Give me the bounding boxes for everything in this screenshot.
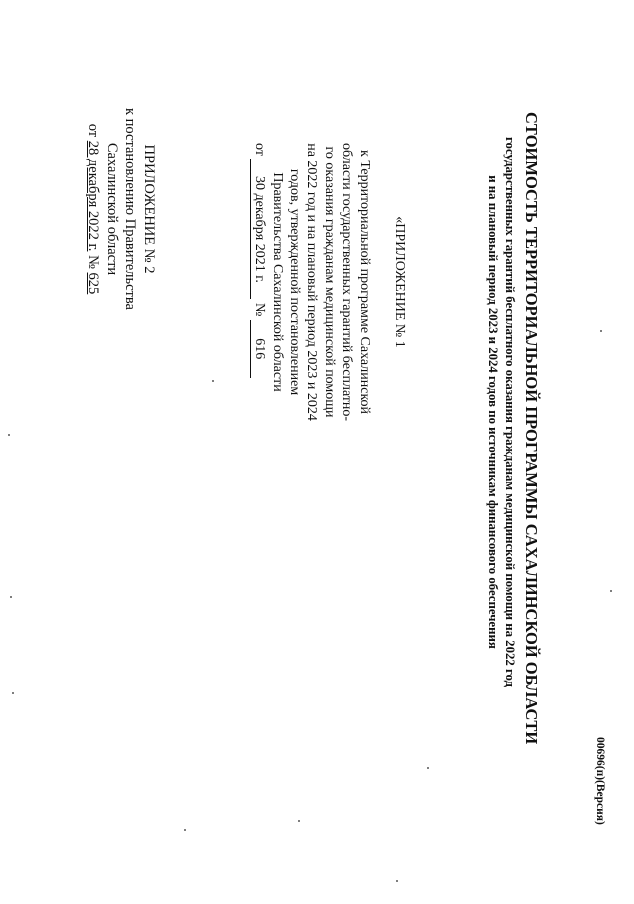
scan-speck <box>8 434 10 436</box>
appendix1-line: области государственных гарантий бесплатно- <box>339 143 355 422</box>
appendix2-date-line <box>83 108 102 310</box>
scan-speck <box>427 767 429 769</box>
appendix2-title: ПРИЛОЖЕНИЕ № 2 <box>141 144 157 274</box>
appendix1-block <box>250 143 408 421</box>
appendix1-date-line <box>250 143 268 421</box>
appendix1-line: к Территориальной программе Сахалинской <box>356 150 372 415</box>
appendix1-title: «ПРИЛОЖЕНИЕ № 1 <box>392 216 407 348</box>
heading-block <box>484 112 544 745</box>
scan-speck <box>184 829 186 831</box>
appendix2-line2: Сахалинской области <box>103 142 120 276</box>
footer-code <box>594 737 606 825</box>
scan-speck <box>298 820 300 822</box>
appendix1-number-prefix: № <box>252 302 268 317</box>
scan-speck <box>212 380 214 382</box>
appendix1-date: 30 декабря 2021 г. <box>250 159 268 299</box>
appendix2-date: 28 декабря 2022 г. <box>84 140 101 252</box>
appendix2-block <box>83 108 158 310</box>
appendix1-line: го оказания гражданам медицинской помощи <box>321 146 337 418</box>
scan-speck <box>600 330 602 332</box>
appendix2-date-prefix: от <box>84 123 101 138</box>
appendix1-number: 616 <box>250 320 268 378</box>
appendix2-number-prefix: № <box>84 255 101 269</box>
scan-speck <box>10 596 12 598</box>
heading-title: СТОИМОСТЬ ТЕРРИТОРИАЛЬНОЙ ПРОГРАММЫ САХАЛИНСКОЙ ОБЛАСТИ <box>522 112 541 745</box>
appendix1-date-prefix: от <box>252 143 268 156</box>
heading-subtitle-2: и на плановый период 2023 и 2024 годов по источникам финансового обеспечения <box>486 175 500 649</box>
heading-subtitle-1: государственных гарантий бесплатного оказания гражданам медицинской помощи на 2022 год <box>503 137 517 687</box>
appendix2-number: 625 <box>84 272 101 295</box>
appendix2-line1: к постановлению Правительства <box>122 108 139 310</box>
scan-speck <box>396 880 398 882</box>
appendix1-line: годов, утвержденной постановлением <box>286 168 302 396</box>
footer-code-text: 00696(п)(Версия) <box>594 737 606 825</box>
appendix1-line: на 2022 год и на плановый период 2023 и 2024 <box>304 143 320 421</box>
scan-speck <box>610 590 612 592</box>
appendix1-line: Правительства Сахалинской области <box>269 172 285 392</box>
scan-speck <box>12 692 14 694</box>
